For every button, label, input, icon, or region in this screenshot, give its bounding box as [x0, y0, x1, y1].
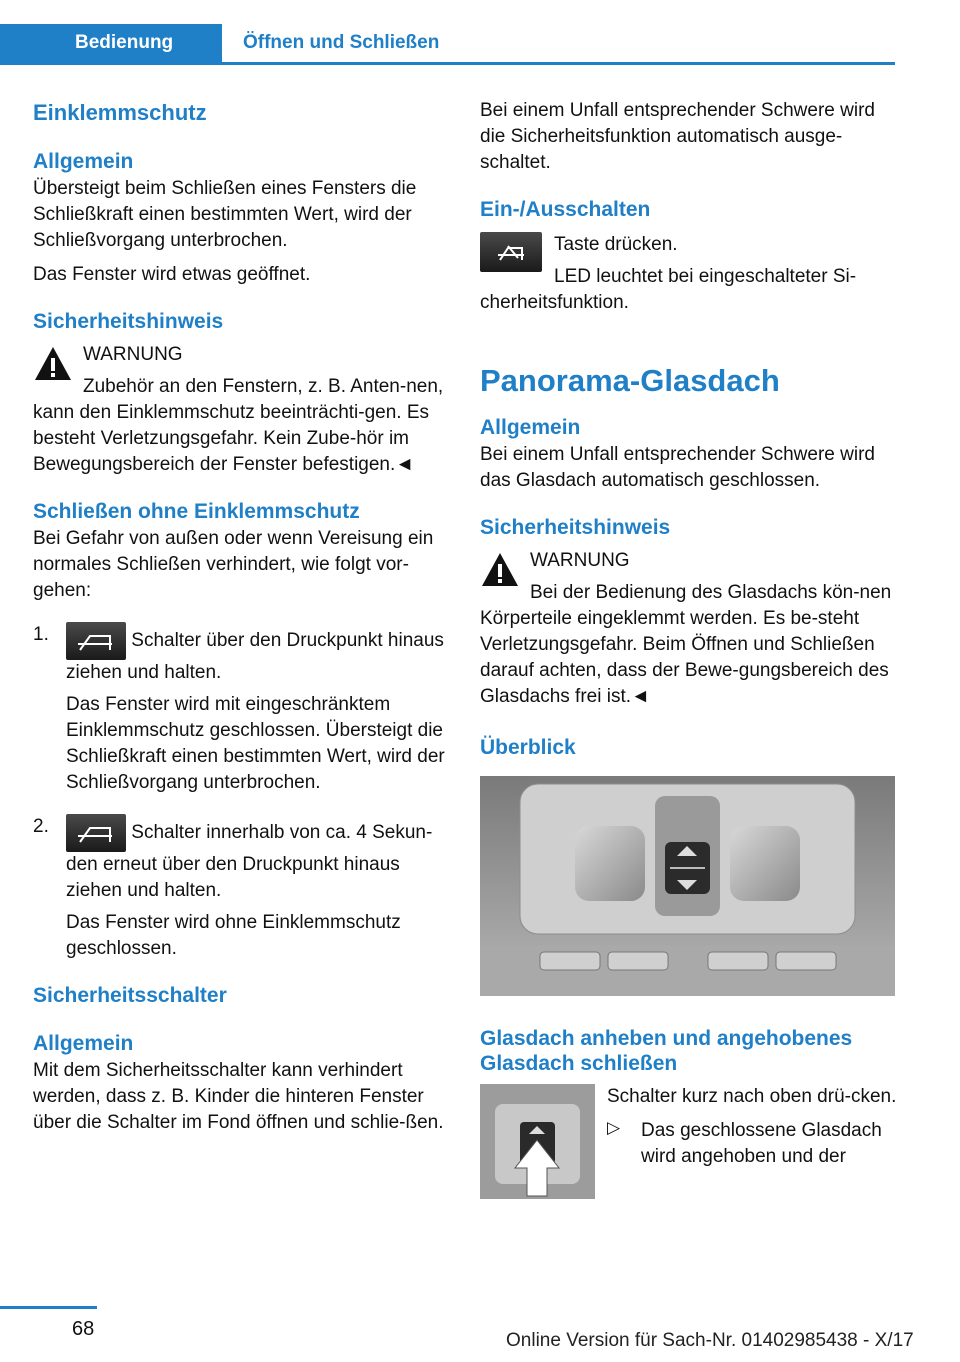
right-column [480, 98, 896, 1204]
left-column [33, 98, 451, 1136]
heading-sicherheitshinweis: Sicherheitshinweis [33, 310, 224, 333]
heading-allgemein: Allgemein [33, 150, 134, 173]
list-item [33, 814, 451, 962]
heading-einklemmschutz: Einklemmschutz [33, 100, 207, 125]
instruction-text: Schalter kurz nach oben drü-cken. [607, 1086, 897, 1107]
paragraph: Bei einem Unfall entsprechender Schwere wird das Glasdach automatisch geschlossen. [480, 444, 875, 491]
list-number: 1. [33, 624, 49, 645]
list-item [33, 622, 451, 796]
paragraph: Das Fenster wird etwas geöffnet. [33, 264, 311, 285]
warning-title: WARNUNG [83, 344, 183, 365]
triangle-bullet-icon: ▷ [607, 1118, 621, 1137]
list-text: Das geschlossene Glasdach wird angehoben und der [641, 1120, 882, 1167]
warning-block [480, 548, 896, 710]
warning-icon [33, 344, 73, 384]
anheben-section [480, 1084, 896, 1204]
warning-text: Bei der Bedienung des Glasdachs kön-nen Körperteile eingeklemmt werden. Es be-steht Verletzungsgefahr. Beim Öffnen und Schließen darauf achten, dass der Bewe-gungsbereich des Glasdachs frei ist.◄ [480, 582, 892, 707]
roof-control-photo [480, 776, 895, 996]
roof-switch-photo [480, 1084, 595, 1199]
header-bar [0, 24, 895, 65]
heading-sicherheitshinweis: Sicherheitshinweis [480, 516, 671, 539]
list-number: 2. [33, 816, 49, 837]
heading-panorama-glasdach: Panorama-Glasdach [480, 363, 780, 398]
switch-instruction [480, 232, 896, 316]
heading-sicherheitsschalter: Sicherheitsschalter [33, 984, 227, 1007]
heading-schliessen-ohne: Schließen ohne Einklemmschutz [33, 500, 360, 523]
anheben-text [607, 1084, 897, 1170]
list-text: Schalter innerhalb von ca. 4 Sekun-den erneut über den Druckpunkt hinaus ziehen und halten. [66, 822, 433, 901]
paragraph: Übersteigt beim Schließen eines Fensters die Schließkraft einen bestimmten Wert, wird der Schließvorgang unterbrochen. [33, 178, 417, 251]
page-number: 68 [72, 1318, 95, 1340]
window-switch-icon [66, 622, 126, 660]
list-text: Schalter über den Druckpunkt hinaus ziehen und halten. [66, 630, 444, 683]
paragraph: Bei Gefahr von außen oder wenn Vereisung ein normales Schließen verhindert, wie folgt vor-gehen: [33, 528, 434, 601]
heading-ein-ausschalten: Ein-/Ausschalten [480, 198, 651, 221]
safety-switch-icon [480, 232, 542, 272]
list-item [607, 1118, 897, 1170]
tab-oeffnen-schliessen[interactable]: Öffnen und Schließen [243, 32, 440, 53]
footer-text: Online Version für Sach-Nr. 01402985438 - X/17 [506, 1330, 914, 1351]
paragraph: Mit dem Sicherheitsschalter kann verhindert werden, dass z. B. Kinder die hinteren Fenster über die Schalter im Fond öffnen und schlie-ßen. [33, 1060, 444, 1133]
heading-ueberblick: Überblick [480, 736, 576, 759]
heading-allgemein: Allgemein [480, 416, 581, 439]
instruction-text: Taste drücken. [554, 234, 678, 255]
tab-bedienung[interactable]: Bedienung [0, 24, 222, 62]
list-subtext: Das Fenster wird mit eingeschränktem Einklemmschutz geschlossen. Übersteigt die Schließkraft einen bestimmten Wert, wird der Schließvorgang unterbrochen. [66, 694, 445, 793]
window-switch-icon [66, 814, 126, 852]
warning-block [33, 342, 451, 478]
warning-text: Zubehör an den Fenstern, z. B. Anten-nen, kann den Einklemmschutz beeinträchti-gen. Es besteht Verletzungsgefahr. Kein Zube-hör im Bewegungsbereich der Fenster befestigen.◄ [33, 376, 444, 475]
heading-allgemein: Allgemein [33, 1032, 134, 1055]
instruction-text: LED leuchtet bei eingeschalteter Si-cherheitsfunktion. [480, 266, 857, 313]
warning-icon [480, 550, 520, 590]
warning-title: WARNUNG [530, 550, 630, 571]
list-subtext: Das Fenster wird ohne Einklemmschutz geschlossen. [66, 912, 401, 959]
heading-glasdach-anheben: Glasdach anheben und angehobenes Glasdach schließen [480, 1027, 853, 1075]
paragraph: Bei einem Unfall entsprechender Schwere wird die Sicherheitsfunktion automatisch ausge-schaltet. [480, 100, 875, 173]
footer-line [0, 1306, 97, 1309]
